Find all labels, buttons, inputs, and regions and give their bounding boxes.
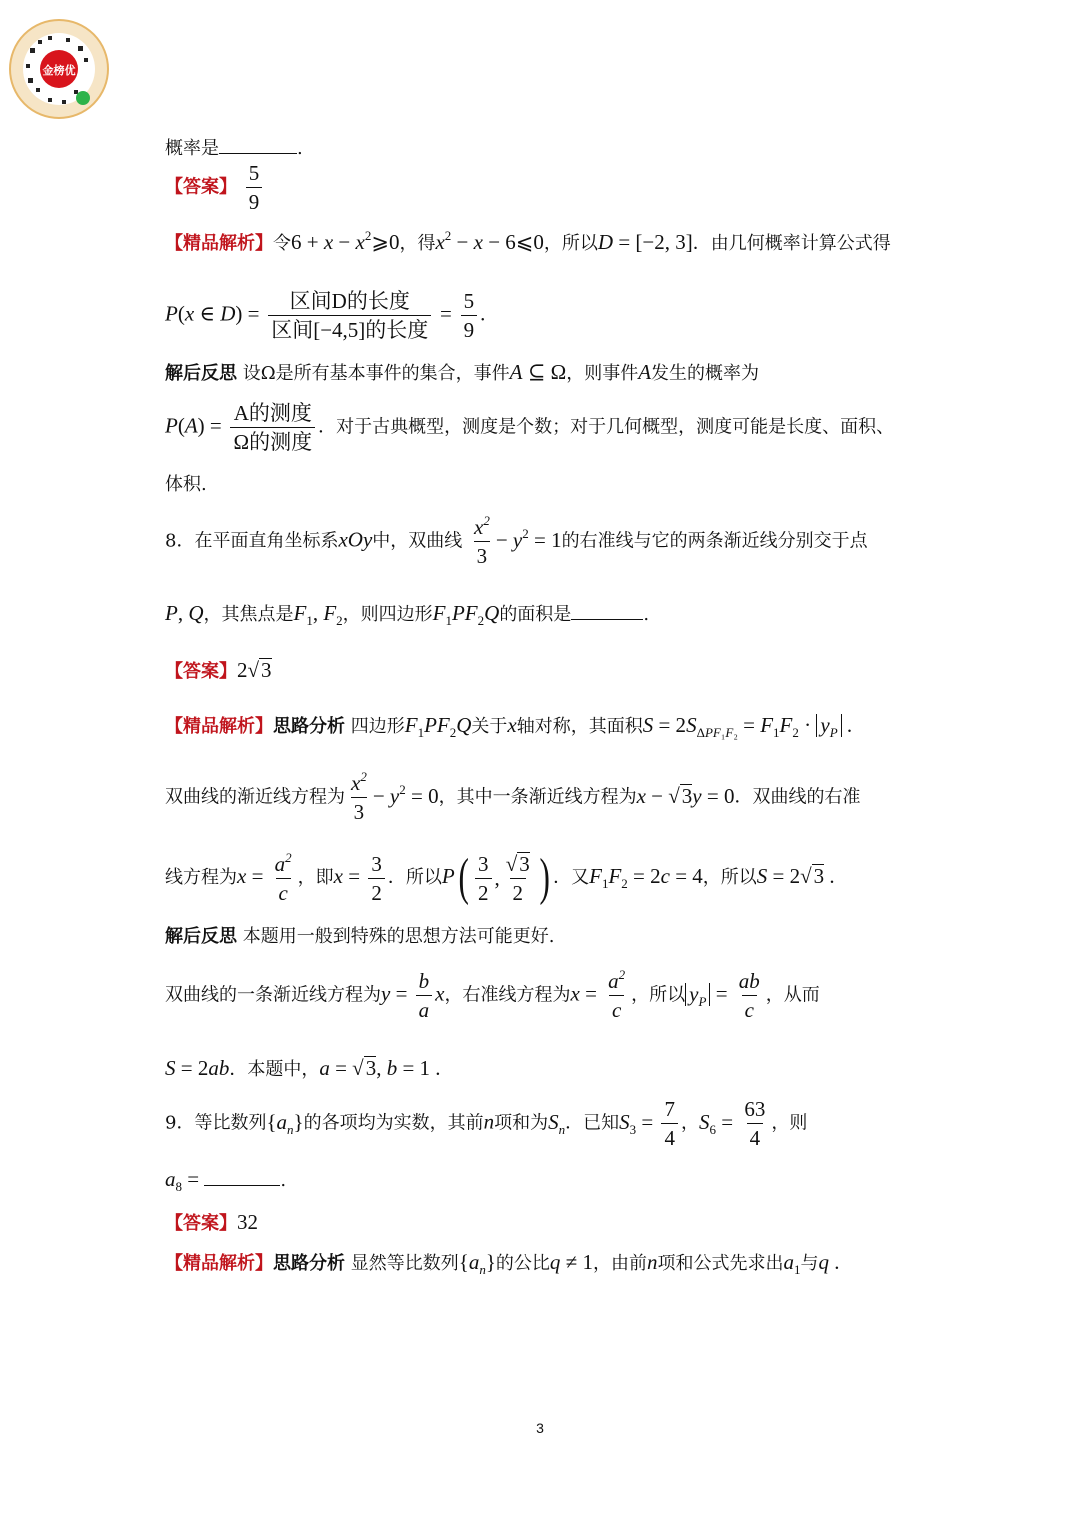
- analysis-tag: 【精品解析】: [165, 716, 273, 737]
- idea-tag: 思路分析: [273, 1253, 345, 1274]
- q9-question-line2: $a_8$ = .: [165, 1167, 287, 1194]
- q8-reflection-line2: 双曲线的一条渐近线方程为y = $\frac{b}{a}$ x，右准线方程为x = $\frac{a^2}{c}$ ，所以 $y_P$ = $\frac{ab}{c}$ ，从而: [165, 967, 820, 1023]
- q8-analysis-line1: 【精品解析】思路分析 四边形$F_1PF_2Q$关于x轴对称，其面积$S = 2S_{\Delta PF_1F_2} = F_1F_2 \cdot y_P$ .: [165, 713, 853, 740]
- logo-center-text: 金榜优: [42, 64, 76, 77]
- q7-reflection-line1: 解后反思 设Ω是所有基本事件的集合，事件A ⊆ Ω，则事件A发生的概率为: [165, 360, 760, 384]
- answer-fraction: $\frac{5}{9}$: [246, 162, 263, 213]
- analysis-tag: 【精品解析】: [165, 233, 273, 254]
- page-number: 3: [536, 1420, 544, 1436]
- reflection-tag: 解后反思: [165, 926, 237, 947]
- q8-question-line2: P, Q，其焦点是$F_1$, $F_2$，则四边形$F_1PF_2Q$的面积是 .: [165, 601, 650, 628]
- q7-reflection-end: 体积.: [165, 474, 207, 495]
- analysis-tag: 【精品解析】: [165, 1253, 273, 1274]
- q7-answer: [165, 162, 265, 213]
- q7-tail-line: 概率是 .: [165, 138, 303, 159]
- q8-answer: 【答案】2√3: [165, 658, 272, 682]
- answer-tag: 【答案】: [165, 176, 237, 198]
- q7-reflection-formula: P(A) = $\frac{\text{A的测度}}{\text{Ω的测度}}$ ．对于古典概型，测度是个数；对于几何概型，测度可能是长度、面积、: [165, 401, 895, 455]
- q7-probability-formula: P(x ∈ D) = $\frac{\text{区间D的长度}}{\text{区间[−4,5]的长度}}$ = $\frac{5}{9}$ .: [165, 289, 486, 343]
- q9-analysis-line1: 【精品解析】思路分析 显然等比数列$\{a_n\}$的公比q ≠ 1，由前n项和公式先求出$a_1$与q .: [165, 1250, 840, 1277]
- q8-question-line1: 8．在平面直角坐标系xOy中，双曲线 $\frac{x^2}{3}$ − $y^2 = 1$的右准线与它的两条渐近线分别交于点: [165, 513, 868, 569]
- q7-analysis-line1: 【精品解析】令$6 + x - x^2⩾0$，得$x^2 - x$ − 6⩽0，所以D = [−2, 3]．由几何概率计算公式得: [165, 228, 891, 254]
- reflection-tag: 解后反思: [165, 363, 237, 384]
- q9-question-line1: 9．等比数列$\{a_n\}$的各项均为实数，其前n项和为$S_n$．已知$S_3$ = $\frac{7}{4}$ ，$S_6$ = $\frac{63}{4}$ ，则: [165, 1097, 808, 1151]
- q8-analysis-line2: 双曲线的渐近线方程为 $\frac{x^2}{3}$ − $y^2 = 0$，其中一条渐近线方程为x − √3y = 0．双曲线的右准: [165, 769, 861, 825]
- q8-analysis-line3: 线方程为x = $\frac{a^2}{c}$ ，即x = $\frac{3}{2}$ ．所以P ( $\frac{3}{2}$ , $\frac{√3}{2}$ ) ．又$F_1F_2 = 2c = 4$，所以S = 2√3 .: [165, 849, 835, 907]
- answer-blank: [219, 136, 297, 154]
- answer-blank: [571, 602, 643, 620]
- answer-tag: 【答案】: [165, 661, 237, 682]
- idea-tag: 思路分析: [273, 716, 345, 737]
- answer-tag: 【答案】: [165, 1213, 237, 1234]
- answer-blank: [204, 1168, 280, 1186]
- q7-tail-text: 概率是: [165, 138, 219, 159]
- q8-reflection: 解后反思 本题用一般到特殊的思想方法可能更好.: [165, 926, 555, 947]
- q8-reflection-line3: S = 2ab．本题中，a = √3, b = 1 .: [165, 1056, 441, 1080]
- jinbangyou-logo: [8, 18, 110, 120]
- q9-answer: 【答案】32: [165, 1210, 258, 1234]
